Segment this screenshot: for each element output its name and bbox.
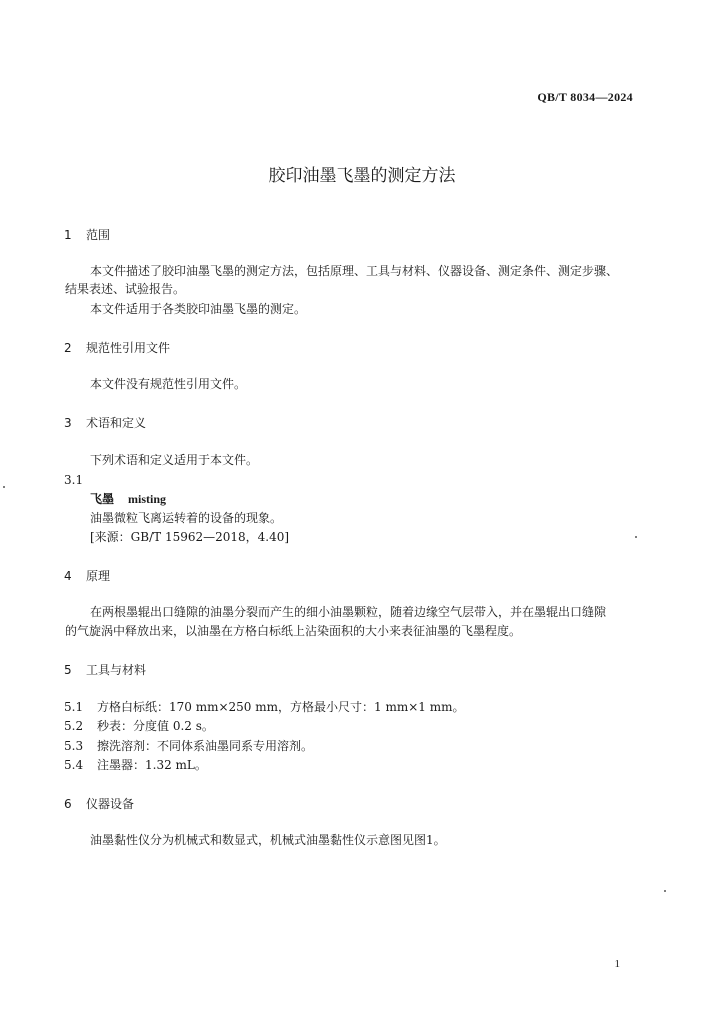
list-item xyxy=(64,756,207,774)
item-text: 擦洗溶剂：不同体系油墨同系专用溶剂。 xyxy=(97,739,314,753)
section-title: 术语和定义 xyxy=(86,416,147,430)
scan-speck xyxy=(635,536,637,538)
paragraph-continuation: 结果表述、试验报告。 xyxy=(65,282,186,296)
term-entry xyxy=(90,490,166,508)
section-heading-terms-definitions xyxy=(64,414,146,431)
paragraph: 在两根墨辊出口缝隙的油墨分裂而产生的细小油墨颗粒，随着边缘空气层带入，并在墨辊出口缝隙 xyxy=(90,605,607,619)
item-number: 5.1 xyxy=(64,700,84,714)
item-text: 方格白标纸：170 mm×250 mm，方格最小尺寸：1 mm×1 mm。 xyxy=(97,700,465,714)
term-definition: 油墨微粒飞离运转着的设备的现象。 xyxy=(90,511,283,525)
section-number: 3 xyxy=(64,416,72,430)
scan-speck xyxy=(664,890,666,892)
term-chinese: 飞墨 xyxy=(90,492,115,506)
term-english: misting xyxy=(128,492,167,506)
list-item xyxy=(64,717,214,735)
scan-speck xyxy=(3,486,5,488)
section-number: 2 xyxy=(64,341,72,355)
list-item xyxy=(64,698,464,716)
section-heading-apparatus xyxy=(64,795,134,812)
item-number: 5.3 xyxy=(64,739,84,753)
section-heading-normative-references xyxy=(64,339,170,356)
paragraph: 油墨黏性仪分为机械式和数显式，机械式油墨黏性仪示意图见图1。 xyxy=(90,833,446,847)
section-title: 仪器设备 xyxy=(86,797,135,811)
section-title: 规范性引用文件 xyxy=(86,341,171,355)
section-number: 6 xyxy=(64,797,72,811)
paragraph: 本文件适用于各类胶印油墨飞墨的测定。 xyxy=(90,302,307,316)
document-title: 胶印油墨飞墨的测定方法 xyxy=(268,166,456,186)
section-heading-scope xyxy=(64,226,110,243)
term-source: [来源：GB/T 15962—2018，4.40] xyxy=(90,530,290,544)
section-number: 1 xyxy=(64,228,72,242)
page-number: 1 xyxy=(614,958,620,970)
item-text: 注墨器：1.32 mL。 xyxy=(97,758,207,772)
item-number: 5.2 xyxy=(64,719,84,733)
item-number: 5.4 xyxy=(64,758,84,772)
section-title: 范围 xyxy=(86,228,111,242)
section-heading-principle xyxy=(64,567,110,584)
list-item xyxy=(64,737,313,755)
section-number: 5 xyxy=(64,663,72,677)
paragraph: 本文件没有规范性引用文件。 xyxy=(90,377,247,391)
term-number: 3.1 xyxy=(64,473,84,487)
section-heading-tools-materials xyxy=(64,661,146,678)
paragraph: 本文件描述了胶印油墨飞墨的测定方法，包括原理、工具与材料、仪器设备、测定条件、测定步骤、 xyxy=(90,264,619,278)
section-number: 4 xyxy=(64,569,72,583)
item-text: 秒表：分度值 0.2 s。 xyxy=(97,719,214,733)
section-title: 工具与材料 xyxy=(86,663,147,677)
paragraph: 下列术语和定义适用于本文件。 xyxy=(90,453,259,467)
standard-code: QB/T 8034—2024 xyxy=(537,90,633,104)
section-title: 原理 xyxy=(86,569,111,583)
paragraph-continuation: 的气旋涡中释放出来，以油墨在方格白标纸上沾染面积的大小来表征油墨的飞墨程度。 xyxy=(65,624,522,638)
